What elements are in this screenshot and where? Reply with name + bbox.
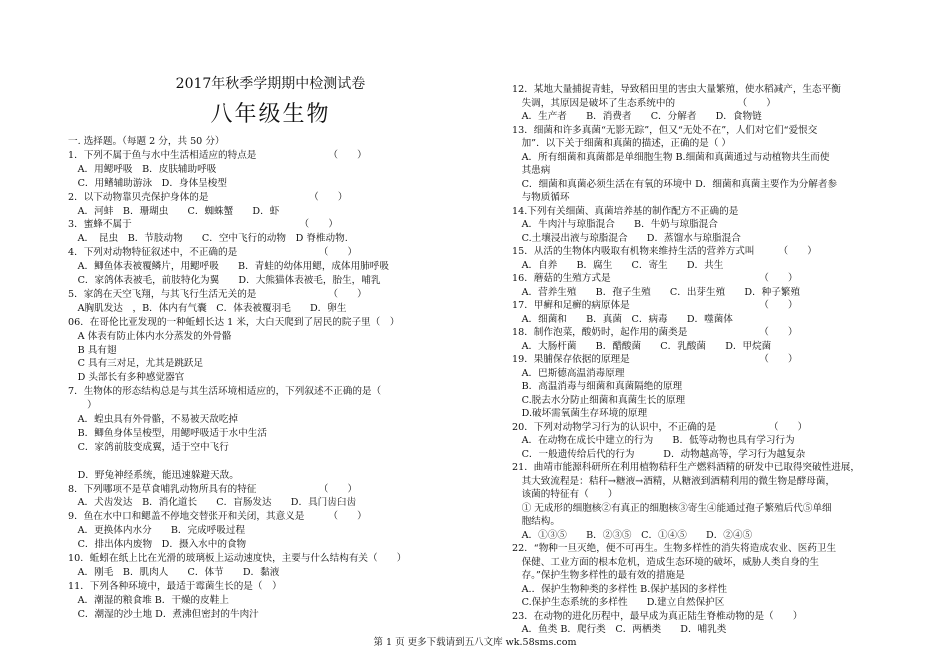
text-line: 1．下列不属于鱼与水中生活相适应的特点是 （ ）: [68, 149, 367, 161]
text-line: A．鱼类 B．爬行类 C．两栖类 D．哺乳类: [512, 624, 727, 635]
text-line: 11．下列各种环境中，最适于霉菌生长的是（ ）: [68, 580, 282, 592]
text-line: A．河蚌 B．珊瑚虫 C．蜘蛛蟹 D．虾: [68, 205, 280, 217]
text-line: D．野兔神经系统，能迅速躲避天敌。: [68, 469, 239, 481]
text-line: 10．蚯蚓在纸上比在光滑的玻璃板上运动速度快，主要与什么结构有关（ ）: [68, 553, 407, 564]
text-line: B．鲫鱼身体呈梭型，用鳃呼吸适于水中生活: [68, 427, 267, 439]
text-line: C．细菌和真菌必须生活在有氧的环境中 D．细菌和真菌主要作为分解者参: [512, 178, 838, 190]
text-line: A．大肠杆菌 B．醋酸菌 C．乳酸菌 D．甲烷菌: [512, 340, 772, 352]
text-line: 2．以下动物靠贝壳保护身体的是 （ ）: [68, 191, 348, 203]
text-line: 7．生物体的形态结构总是与其生活环境相适应的，下列叙述不正确的是（: [68, 386, 382, 398]
text-line: A．所有细菌和真菌都是单细胞生物 B.细菌和真菌通过与动植物共生而使: [512, 151, 830, 163]
text-line: ）: [68, 400, 97, 412]
text-line: 15．从活的生物体内吸取有机物来维持生活的营养方式叫 （ ）: [512, 246, 817, 257]
text-line: 16．蘑菇的生殖方式是 （ ）: [512, 273, 798, 284]
text-line: 其患病: [512, 165, 551, 176]
text-line: C．一般遗传给后代的行为 D．动物越高等，学习行为越复杂: [512, 448, 806, 460]
text-line: ① 无成形的细胞核②有真正的细胞核③寄生④能通过孢子繁殖后代⑤单细: [512, 502, 832, 514]
text-line: A．细菌和 B．真菌 C．病毒 D．噬菌体: [512, 313, 733, 325]
text-line: 与物质循环: [512, 192, 570, 203]
text-line: C.保护生态系统的多样性 D.建立自然保护区: [512, 597, 725, 608]
text-line: C 具有三对足，尤其是跳跃足: [68, 358, 204, 370]
text-line: A． 昆虫 B．节肢动物 C．空中飞行的动物 D 脊椎动物.: [68, 233, 348, 245]
text-line: 06．在哥伦比亚发现的一种蚯蚓长达 1 米，大白天爬到了居民的院子里（ ）: [68, 316, 400, 328]
text-line: 失调，其原因是破坏了生态系统中的 （ ）: [512, 97, 776, 109]
text-line: A胸肌发达 ，B．体内有气囊 C．体表被覆羽毛 D．卵生: [68, 302, 347, 314]
text-line: 一. 选择题。（每题 2 分，共 50 分）: [68, 136, 225, 147]
text-line: 20．下列对动物学习行为的认识中，不正确的是 （ ）: [512, 421, 808, 433]
text-line: C.土壤浸出液与琼脂混合 D．蒸馏水与琼脂混合: [512, 232, 741, 244]
text-line: 23．在动物的进化历程中，最早成为真正陆生脊椎动物的是（ ）: [512, 610, 803, 622]
text-line: 存。”保护生物多样性的最有效的措施是: [512, 570, 685, 581]
text-line: A．刚毛 B．肌肉人 C．体节 D．黏液: [68, 566, 280, 578]
text-line: 9．鱼在水中口和鳃盖不停地交替张开和关闭，其意义是 （ ）: [68, 511, 367, 523]
text-line: A．鲫鱼体表被覆鳞片，用鳃呼吸 B．青蛙的幼体用鳃，成体用肺呼吸: [68, 261, 389, 273]
text-line: A．在动物在成长中建立的行为 B．低等动物也具有学习行为: [512, 435, 795, 446]
text-line: 胞结构。: [512, 516, 560, 527]
text-line: A．犬齿发达 B．消化道长 C．盲肠发达 D．具门齿臼齿: [68, 497, 357, 509]
text-line: 保健、工业方面的根本危机，造成生态环境的破坏，威胁人类自身的生: [512, 556, 819, 568]
text-line: 18．制作泡菜，酸奶时，起作用的菌类是 （ ）: [512, 327, 798, 338]
text-line: 17．甲癣和足癣的病原体是 （ ）: [512, 300, 798, 311]
text-line: B 具有翅: [68, 344, 117, 356]
text-line: A．巴斯德高温消毒原理: [512, 367, 625, 379]
text-line: 加”．以下关于细菌和真菌的描述，正确的是（ ）: [512, 138, 732, 149]
text-line: 8．下列哪项不是草食哺乳动物所具有的特征 （ ）: [68, 483, 358, 495]
text-line: C.脱去水分防止细菌和真菌生长的原理: [512, 394, 686, 406]
text-line: A．用鳃呼吸 B．皮肤辅助呼吸: [68, 163, 217, 175]
text-line: A 体表有防止体内水分蒸发的外骨骼: [68, 330, 232, 342]
text-line: D.破坏需氧菌生存环境的原理: [512, 408, 648, 419]
text-line: A．牛肉汁与琼脂混合 B．牛奶与琼脂混合: [512, 219, 718, 230]
exam-subtitle: 八年级生物: [210, 102, 331, 127]
text-line: 19．果脯保存依据的原理是 （ ）: [512, 354, 798, 365]
page-footer: 第 1 页 更多下载请到五八文库 wk.58sms.com: [373, 637, 577, 648]
text-line: A．生产者 B．消费者 C．分解者 D．食物链: [512, 111, 762, 122]
text-line: 14.下列有关细菌、真菌培养基的制作配方不正确的是: [512, 205, 739, 217]
text-line: C．潮湿的沙土地 D．煮沸但密封的牛肉汁: [68, 608, 259, 620]
text-line: 该菌的特征有（ ）: [512, 489, 618, 500]
text-line: 13．细菌和许多真菌“无影无踪”，但又“无处不在”，人们对它们“爱恨交: [512, 124, 818, 136]
text-line: B．高温消毒与细菌和真菌隔绝的原理: [512, 381, 683, 392]
text-line: A.．保护生物种类的多样性 B.保护基因的多样性: [512, 583, 728, 595]
text-line: 4．下列对动物特征叙述中，不正确的是 （ ）: [68, 247, 358, 259]
text-line: 21．曲靖市能源科研所在利用植物秸秆生产燃料酒精的研发中已取得突破性进展，: [512, 462, 860, 473]
text-line: A．①③⑤ B．②③⑤ C．①④⑤ D．②④⑤: [512, 529, 753, 541]
text-line: A．自养 B．腐生 C．寄生 D．共生: [512, 259, 724, 271]
text-line: 5．家鸽在天空飞翔，与其飞行生活无关的是 （ ）: [68, 288, 367, 300]
text-line: 22．“物种一旦灭绝，便不可再生。生物多样性的消失将造成农业、医药卫生: [512, 543, 837, 554]
text-line: C．家鸽体表被毛，前肢特化为翼 D．大熊猫体表被毛，胎生，哺乳: [68, 275, 381, 286]
text-line: 3．蜜蜂不属于 （ ）: [68, 219, 338, 231]
text-line: C．排出体内废物 D．摄入水中的食物: [68, 539, 247, 551]
text-line: D 头部长有多种感觉器官: [68, 372, 185, 384]
text-line: 其大致流程是：秸秆→糖液→酒精，从糖液到酒精利用的微生物是酵母菌，: [512, 475, 836, 487]
text-line: A．潮湿的粮食堆 B．干燥的皮鞋上: [68, 594, 229, 606]
text-line: C．用鳍辅助游泳 D．身体呈梭型: [68, 177, 227, 189]
text-line: 12．某地大量捕捉青蛙，导致稻田里的害虫大量繁殖，使水稻减产，生态平衡: [512, 84, 841, 95]
text-line: A．更换体内水分 B．完成呼吸过程: [68, 525, 246, 537]
text-line: A．营养生殖 B．孢子生殖 C．出芽生殖 D．种子繁殖: [512, 286, 801, 298]
text-line: A．蝗虫具有外骨骼，不易被天敌吃掉: [68, 414, 239, 425]
exam-title: 2017年秋季学期期中检测试卷: [175, 76, 366, 92]
text-line: C．家鸽前肢变成翼，适于空中飞行: [68, 441, 229, 453]
